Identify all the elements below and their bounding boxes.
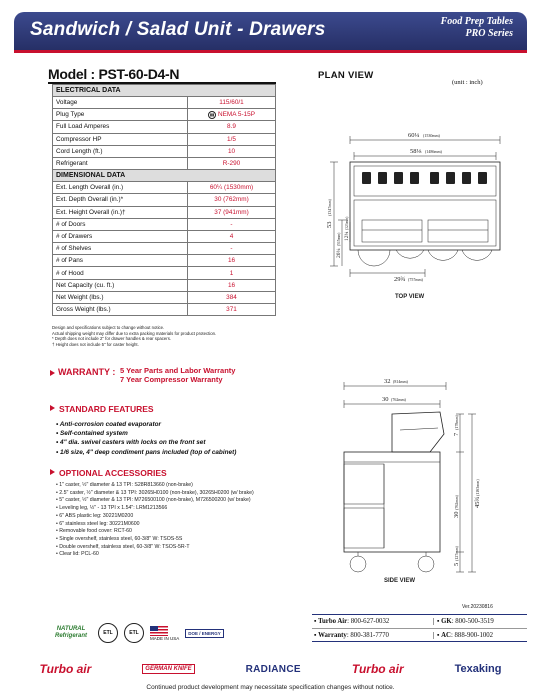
dim-20-mm: (515mm)	[337, 232, 341, 246]
spec-value: NEMA 5-15P	[218, 111, 255, 119]
contacts-box	[312, 614, 527, 642]
spec-label: # of Pans	[53, 255, 188, 267]
spec-value-cell	[188, 145, 276, 157]
natural-refrigerant-logo: NATURAL Refrigerant	[54, 626, 87, 639]
spec-label: Voltage	[53, 97, 188, 109]
spec-label: Plug Type	[53, 109, 188, 121]
table-row	[53, 182, 276, 194]
table-row	[53, 218, 276, 230]
triangle-icon	[50, 469, 55, 475]
note: † Height does not include 5" for caster height.	[52, 341, 139, 347]
table-row	[53, 243, 276, 255]
contact-phone[interactable]: : 800-500-3519	[451, 618, 494, 625]
contact-phone[interactable]: : 800-627-0032	[347, 618, 390, 625]
etl-sanitation-logo: ETL	[124, 623, 144, 643]
accessories-title: OPTIONAL ACCESSORIES	[59, 468, 167, 478]
table-row	[53, 230, 276, 242]
features-heading	[50, 404, 154, 414]
list-item: • 6" ABS plastic leg: 30221M0200	[56, 513, 254, 521]
spec-value-cell	[188, 230, 276, 242]
spec-notes	[52, 325, 282, 347]
dim-30-v-mm: (762mm)	[454, 495, 459, 510]
spec-label: Net Weight (lbs.)	[53, 291, 188, 303]
list-item: • Removable food cover: RCT-60	[56, 528, 254, 536]
spec-value-cell	[188, 194, 276, 206]
spec-value: 4	[229, 232, 234, 240]
table-row	[53, 194, 276, 206]
etl-logo: ETL	[98, 623, 118, 643]
spec-label: # of Drawers	[53, 230, 188, 242]
table-section-header	[53, 170, 276, 182]
spec-value: 37 (941mm)	[214, 208, 249, 216]
note: Actual shipping weight may differ due to extra packing materials for product protection.	[52, 330, 217, 336]
contact-key: Turbo Air	[318, 618, 348, 625]
spec-value-cell	[188, 291, 276, 303]
spec-label: Compressor HP	[53, 133, 188, 145]
doe-logo: DOE / ENERGY	[185, 629, 224, 638]
spec-label: # of Hood	[53, 267, 188, 279]
spec-value: 115/60/1	[219, 99, 244, 107]
spec-value-cell	[188, 121, 276, 133]
list-item: • 4" dia. swivel casters with locks on the front set	[56, 438, 236, 447]
spec-value: 371	[226, 306, 237, 314]
note: Design and specifications subject to change without notice.	[52, 325, 165, 330]
triangle-icon	[50, 405, 55, 411]
dim-30: 30	[382, 396, 389, 403]
spec-label: Ext. Depth Overall (in.)*	[53, 194, 188, 206]
made-in-label: MADE IN USA	[150, 635, 180, 641]
spec-value: R-290	[222, 160, 241, 168]
list-item: • Self-contained system	[56, 429, 236, 438]
dim-5: 5	[453, 562, 460, 566]
contact-key: GK	[441, 618, 452, 625]
dim-7: 7	[453, 432, 460, 436]
spec-value-cell	[188, 243, 276, 255]
unit-label: (unit : inch)	[452, 79, 483, 86]
table-row	[53, 267, 276, 279]
accessories-list	[56, 482, 254, 559]
page-title: Sandwich / Salad Unit - Drawers	[30, 19, 326, 40]
list-item: • Leveling leg, ½" - 13 TPI x 1.54": LRM1213566	[56, 505, 254, 513]
table-row	[53, 121, 276, 133]
list-item: • 6" stainless steel leg: 30221M0600	[56, 521, 254, 529]
header-banner	[14, 12, 527, 50]
series-line-2: PRO Series	[465, 28, 513, 39]
list-item: • Double overshelf, stainless steel, 60-3/8" W: TSOS-5R-T	[56, 544, 254, 552]
spec-label: # of Doors	[53, 218, 188, 230]
footer-note: Continued product development may necessitate specification changes without notice.	[146, 684, 395, 691]
spec-value-cell	[188, 182, 276, 194]
accessories-heading	[50, 468, 167, 478]
dim-5-mm: (127mm)	[454, 546, 459, 561]
dim-58-mm: (1486mm)	[425, 149, 442, 154]
spec-label: Refrigerant	[53, 157, 188, 169]
spec-value: 16	[227, 257, 236, 265]
spec-label: Full Load Amperes	[53, 121, 188, 133]
dim-30-mm: (762mm)	[391, 397, 406, 402]
list-item: • Clear lid: PCL-60	[56, 551, 254, 559]
spec-value: -	[230, 220, 233, 228]
dim-53-mm: (1347mm)	[327, 199, 332, 216]
table-row	[53, 133, 276, 145]
spec-label: Cord Length (ft.)	[53, 145, 188, 157]
list-item: • Single overshelf, stainless steel, 60-3/8" W: TSOS-5S	[56, 536, 254, 544]
section-title: DIMENSIONAL DATA	[53, 170, 276, 182]
spec-value-cell	[188, 206, 276, 218]
series-line-1: Food Prep Tables	[440, 16, 513, 27]
turbo-air-logo-2: Turbo air	[351, 662, 404, 676]
spec-label: Ext. Height Overall (in.)†	[53, 206, 188, 218]
spec-value-cell	[188, 97, 276, 109]
series-label	[441, 16, 513, 40]
contact-row: ▪ Warranty: 800-381-7770 ▪ AC: 888-900-1002	[312, 628, 527, 641]
header-underline	[14, 50, 527, 53]
spec-value: 16	[227, 281, 236, 289]
contact-key: Warranty	[318, 631, 347, 639]
spec-label: # of Shelves	[53, 243, 188, 255]
warranty-line-2: 7 Year Compressor Warranty	[120, 375, 223, 384]
list-item: • 2.5" caster, ½" diameter & 13 TPI: 30265H0100 (non-brake), 30265H0200 (w/ brake)	[56, 490, 254, 498]
top-view-label: TOP VIEW	[395, 294, 425, 300]
dim-60: 60¼	[408, 132, 420, 139]
spec-label: Net Capacity (cu. ft.)	[53, 279, 188, 291]
table-row	[53, 304, 276, 316]
plan-view-title: PLAN VIEW	[318, 70, 374, 81]
brand-bar	[14, 656, 527, 682]
table-row	[53, 145, 276, 157]
table-row	[53, 109, 276, 121]
warranty-text	[120, 366, 235, 384]
spec-value-cell	[188, 267, 276, 279]
plug-icon: ▮▮	[209, 112, 215, 118]
dim-45: 45¾	[474, 496, 481, 508]
dim-29-mm: (757mm)	[408, 277, 423, 282]
spec-value-cell	[188, 109, 276, 121]
side-view-drawing	[300, 372, 530, 582]
spec-value: 1/5	[227, 135, 236, 143]
dim-20: 20¼	[336, 248, 342, 258]
top-view-drawing	[300, 110, 530, 300]
features-list	[56, 420, 236, 457]
contact-key: AC	[441, 631, 451, 639]
spec-label: Ext. Length Overall (in.)	[53, 182, 188, 194]
flag-icon	[150, 626, 168, 636]
warranty-label: WARRANTY :	[58, 367, 116, 377]
spec-value: 8.9	[227, 123, 236, 131]
spec-value-cell	[188, 279, 276, 291]
certifications	[50, 622, 224, 644]
warranty-line-1: 5 Year Parts and Labor Warranty	[120, 366, 236, 375]
note: * Depth does not include 2" for drawer handles & rear spacers.	[52, 336, 172, 342]
features-title: STANDARD FEATURES	[59, 404, 154, 414]
contact-phone[interactable]: : 888-900-1002	[450, 631, 494, 639]
radiance-logo: RADIANCE	[245, 663, 301, 675]
spec-value: 384	[226, 293, 237, 301]
turbo-air-logo: Turbo air	[39, 662, 92, 676]
table-row	[53, 206, 276, 218]
contact-row: ▪ Turbo Air: 800-627-0032 ▪ GK: 800-500-3519	[314, 618, 494, 625]
spec-value-cell	[188, 218, 276, 230]
list-item: • 1/6 size, 4" deep condiment pans included (top of cabinet)	[56, 448, 236, 457]
side-view-label: SIDE VIEW	[384, 578, 416, 584]
spec-value-cell	[188, 255, 276, 267]
spec-value: 30 (762mm)	[214, 196, 249, 204]
spec-table	[52, 84, 276, 316]
table-row	[53, 255, 276, 267]
dim-12: 12¾	[344, 231, 350, 241]
dim-12-mm: (323mm)	[345, 216, 349, 230]
dim-60-mm: (1530mm)	[423, 133, 440, 138]
table-section-header	[53, 85, 276, 97]
spec-value-cell	[188, 133, 276, 145]
version-label: Ver.20230816	[462, 604, 493, 610]
dim-53: 53	[326, 221, 333, 228]
model-number: Model : PST-60-D4-N	[48, 66, 180, 82]
texaking-logo: Texaking	[454, 663, 502, 675]
table-row	[53, 279, 276, 291]
made-in-usa-logo	[150, 626, 179, 641]
triangle-icon	[50, 370, 55, 376]
spec-value-cell	[188, 157, 276, 169]
list-item: • 1" caster, ½" diameter & 13 TPI: S28R813660 (non-brake)	[56, 482, 254, 490]
dim-58: 58⅛	[410, 148, 422, 155]
dim-7-mm: (178mm)	[454, 415, 459, 430]
dim-30-v: 30	[453, 511, 460, 518]
spec-value: 1	[229, 269, 234, 277]
dim-32-mm: (814mm)	[393, 379, 408, 384]
list-item: • 5" caster, ½" diameter & 13 TPI: M726500100 (non-brake), M726500200 (w/ brake)	[56, 497, 254, 505]
spec-value: 60¼ (1530mm)	[209, 184, 254, 192]
spec-label: Gross Weight (lbs.)	[53, 304, 188, 316]
dim-29: 29¾	[394, 276, 406, 283]
german-knife-logo: GERMAN KNIFE	[142, 664, 194, 674]
spec-value: 10	[227, 147, 236, 155]
dim-45-mm: (1163mm)	[475, 479, 480, 496]
dim-32: 32	[384, 378, 391, 385]
table-row	[53, 291, 276, 303]
section-title: ELECTRICAL DATA	[53, 85, 276, 97]
table-row	[53, 157, 276, 169]
contact-phone[interactable]: : 800-381-7770	[346, 631, 389, 639]
list-item: • Anti-corrosion coated evaporator	[56, 420, 236, 429]
table-row	[53, 97, 276, 109]
spec-value-cell	[188, 304, 276, 316]
spec-value: -	[230, 245, 233, 253]
